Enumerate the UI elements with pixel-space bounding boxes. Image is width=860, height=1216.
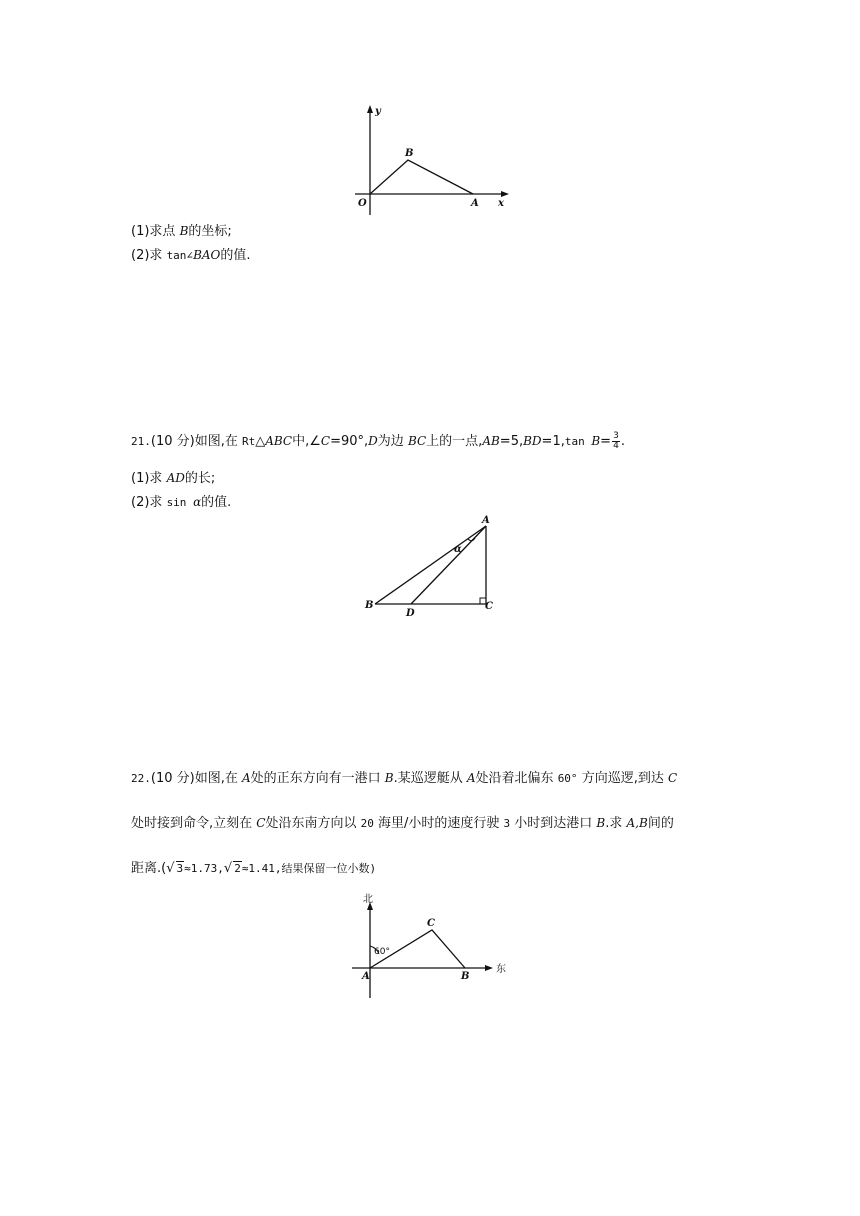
x-axis-label: x xyxy=(498,198,504,209)
figure-right-triangle xyxy=(360,512,505,620)
q22-line1: 22.(10 分)如图,在 A处的正东方向有一港口 B.某巡逻艇从 A处沿着北偏东 60° 方向巡逻,到达 C xyxy=(131,771,678,786)
point-B-label: B xyxy=(461,971,470,982)
q22-line3: 距离.(√ 3≈1.73,√ 2≈1.41,结果保留一位小数) xyxy=(131,861,377,876)
q21-stem: 21.(10 分)如图,在 Rt△ABC中,∠C=90°,D为边 BC上的一点,AB=5,BD=1,tan B= $\frac{3}{4}$ . xyxy=(131,431,625,451)
vertex-A-label: A xyxy=(482,515,490,526)
vertex-B-label: B xyxy=(365,600,374,611)
q22-line2: 处时接到命令,立刻在 C处沿东南方向以 20 海里/小时的速度行驶 3 小时到达港口 B.求 A,B间的 xyxy=(131,816,674,831)
figure-navigation xyxy=(348,890,518,1000)
point-A-label: A xyxy=(471,198,479,209)
origin-O-label: O xyxy=(358,198,367,209)
point-A-label: A xyxy=(362,971,370,982)
vertex-C-label: C xyxy=(485,601,493,612)
figure-coordinate-triangle xyxy=(350,100,520,220)
q21-part2: (2)求 sin α的值. xyxy=(131,495,232,510)
angle-60-label: 60° xyxy=(374,947,390,957)
y-axis-label: y xyxy=(375,106,381,117)
east-label: 东 xyxy=(496,964,506,975)
point-B-label: B xyxy=(405,148,414,159)
fraction-three-quarters: $\frac{3}{4}$ xyxy=(613,431,619,451)
north-label: 北 xyxy=(363,894,373,905)
q20-part2: (2)求 tan∠BAO的值. xyxy=(131,248,251,263)
alpha-label: α xyxy=(454,544,462,555)
q21-part1: (1)求 AD的长; xyxy=(131,471,216,486)
point-C-label: C xyxy=(427,918,435,929)
q20-part1: (1)求点 B的坐标; xyxy=(131,224,232,239)
point-D-label: D xyxy=(406,608,415,619)
